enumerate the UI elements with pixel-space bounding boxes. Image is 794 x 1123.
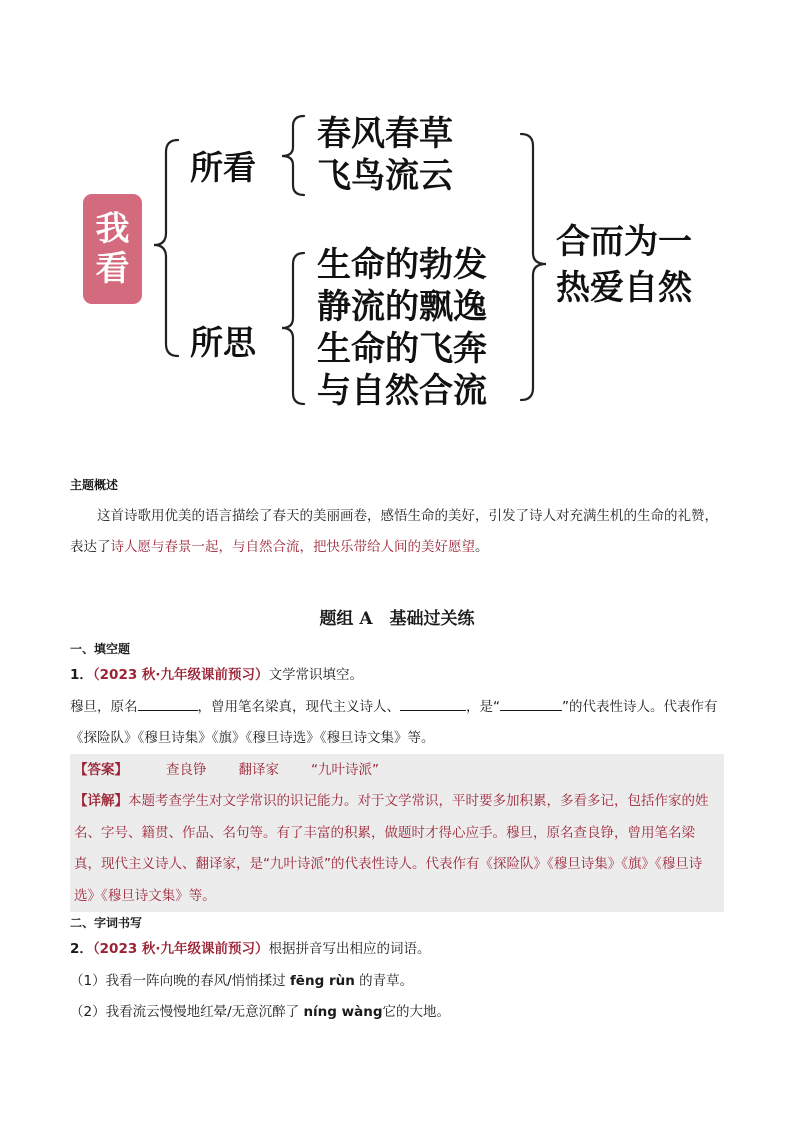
answer-3: “九叶诗派” [311,762,379,778]
q2-sub1-pinyin: fēng rùn [289,973,355,989]
detail-label: 【详解】 [74,793,128,809]
theme-highlight: 诗人愿与春景一起，与自然合流，把快乐带给人间的美好愿望 [110,539,475,555]
q2-sub1-text-b: 的青草。 [354,973,414,989]
result-bracket [521,134,546,400]
center-char-2: 看 [95,249,130,289]
section2-heading: 二、字词书写 [70,916,143,930]
branch-thought-label: 所思 [190,323,256,362]
q1-number: 1． [70,667,93,683]
answer-1: 查良铮 [166,762,207,778]
group-title: 题组 A 基础过关练 [319,609,475,629]
answer-2: 翻译家 [238,762,279,778]
q2-source: （2023 秋·九年级课前预习） [92,941,269,957]
seen-item-2: 飞鸟流云 [317,156,453,196]
q2-sub2-text-a: 我看流云慢慢地红晕/无意沉醉了 [105,1004,304,1020]
q1-stem [70,665,363,685]
theme-end: 。 [475,539,489,555]
q2-sub1-num: （1） [70,973,106,989]
answer-line [74,760,379,780]
main-bracket [154,140,178,356]
q1-text-d: ”的代表性诗人。代表作有 [562,699,718,715]
q2-sub2-text-b: 它的大地。 [382,1004,451,1020]
section1-heading: 一、填空题 [70,642,131,656]
q2-prompt: 根据拼音写出相应的词语。 [268,941,431,957]
theme-paragraph [70,501,724,563]
thought-item-1: 生命的勃发 [317,245,487,285]
q1-blank-1[interactable] [138,696,198,711]
center-char-1: 我 [95,209,130,249]
result-line-2: 热爱自然 [556,268,692,308]
q1-text-a: 穆旦，原名 [70,699,138,715]
q1-prompt: 文学常识填空。 [268,667,364,683]
q2-sub1-text-a: 我看一阵向晚的春风/悄悄揉过 [105,973,290,989]
q1-blank-3[interactable] [500,696,562,711]
q1-blank-2[interactable] [400,696,466,711]
q2-sub-1 [70,971,413,991]
theme-text: 这首诗歌用优美的语言描绘了春天的美丽画卷，感悟生命的美好，引发了诗人对充满生机的生命的礼赞，表达了 [70,508,718,555]
q1-line-2: 《探险队》《穆旦诗集》《旗》《穆旦诗选》《穆旦诗文集》等。 [70,730,435,746]
q2-sub2-num: （2） [70,1004,106,1020]
q2-sub2-pinyin: níng wàng [303,1004,383,1020]
q2-number: 2． [70,941,93,957]
thought-bracket [282,253,304,404]
seen-bracket [282,116,304,195]
answer-label: 【答案】 [74,762,128,778]
q1-text-b: ，曾用笔名梁真，现代主义诗人、 [197,699,400,715]
q1-line-1 [70,696,718,717]
q1-source: （2023 秋·九年级课前预习） [92,667,269,683]
detail-text: 本题考查学生对文学常识的识记能力。对于文学常识，平时要多加积累，多看多记，包括作家的姓名、字号、籍贯、作品、名句等。有了丰富的积累，做题时才得心应手。穆旦，原名查良铮，曾用笔名梁真，现代主义诗人、翻译家，是“九叶诗派”的代表性诗人。代表作有《探险队》《穆旦诗集》《旗》《穆旦诗选》《穆旦诗文集》等。 [74,793,709,904]
thought-item-4: 与自然合流 [317,371,487,411]
q2-sub-2 [70,1002,450,1022]
theme-heading: 主题概述 [70,478,119,492]
thought-item-3: 生命的飞奔 [317,329,487,369]
result-line-1: 合而为一 [556,222,692,262]
thought-item-2: 静流的飘逸 [317,287,487,327]
seen-item-1: 春风春草 [317,114,453,154]
q2-stem [70,939,431,959]
q1-text-c: ，是“ [466,699,500,715]
branch-seen-label: 所看 [190,148,256,187]
detail-paragraph [74,786,720,912]
